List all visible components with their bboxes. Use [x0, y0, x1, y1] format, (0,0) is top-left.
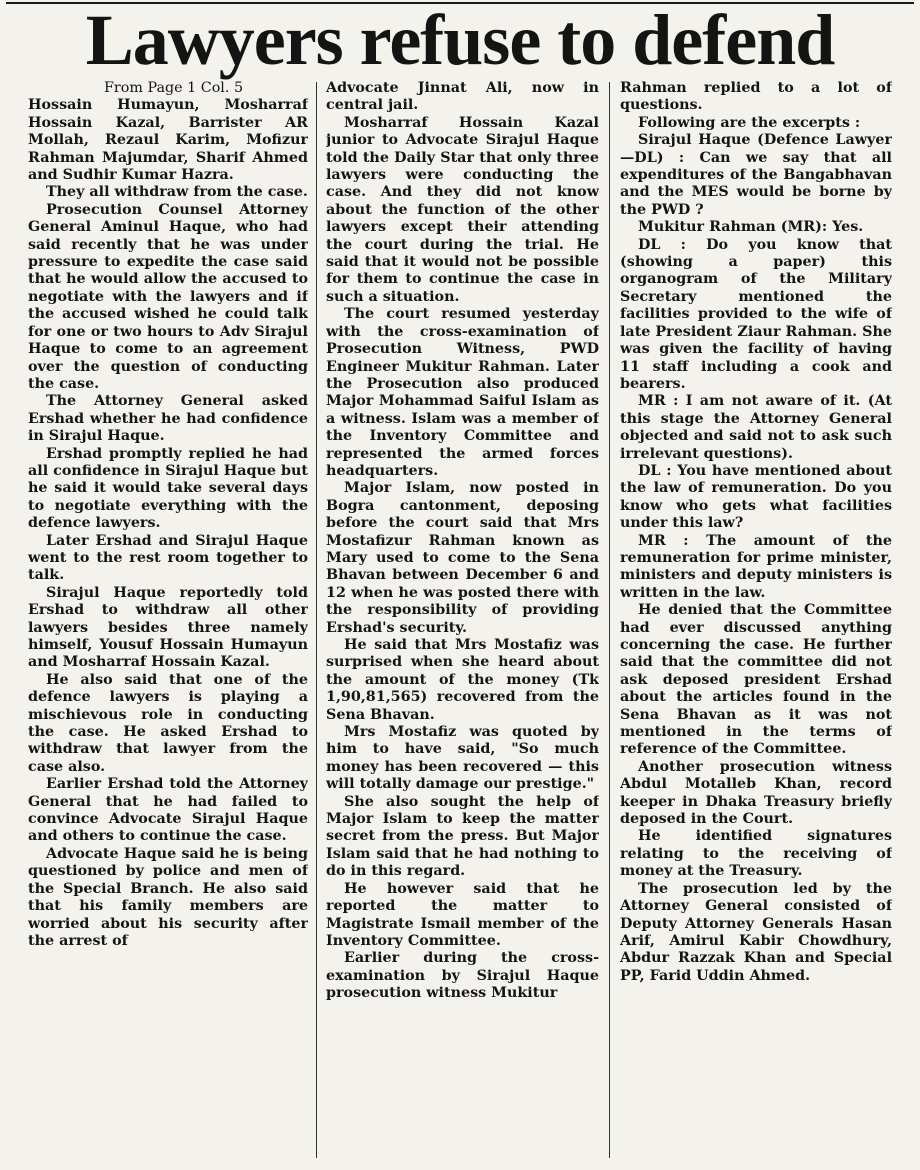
paragraph: Prosecution Counsel Attorney General Aminul Haque, who had said recently that he was under pressure to expedite the case said that he would allow the accused to negotiate with the lawyers and if the accused wished he could talk for one or two hours to Adv Sirajul Haque to come to an agreement over the question of conducting the case. [28, 201, 308, 392]
paragraph: Ershad promptly replied he had all confidence in Sirajul Haque but he said it would take several days to negotiate everything with the defence lawyers. [28, 445, 308, 532]
paragraph: The prosecution led by the Attorney General consisted of Deputy Attorney Generals Hasan Arif, Amirul Kabir Chowdhury, Abdur Razzak Khan and Special PP, Farid Uddin Ahmed. [620, 880, 892, 984]
paragraph: Major Islam, now posted in Bogra cantonment, deposing before the court said that Mrs Mostafizur Rahman known as Mary used to come to the Sena Bhavan between December 6 and 12 when he was posted there with the responsibility of providing Ershad's security. [326, 480, 599, 636]
column-rule [316, 82, 317, 1158]
paragraph: Advocate Haque said he is being questioned by police and men of the Special Branch. He also said that his family members are worried about his security after the arrest of [28, 845, 308, 949]
paragraph: MR : I am not aware of it. (At this stage the Attorney General objected and said not to ask such irrelevant questions). [620, 393, 892, 462]
paragraph: Earlier during the cross-examination by Sirajul Haque prosecution witness Mukitur [326, 950, 599, 1002]
paragraph: The court resumed yesterday with the cross-examination of Prosecution Witness, PWD Engineer Mukitur Rahman. Later the Prosecution also produced Major Mohammad Saiful Islam as a witness. Islam was a member of the Inventory Committee and represented the armed forces headquarters. [326, 306, 599, 479]
paragraph: He identified signatures relating to the receiving of money at the Treasury. [620, 828, 892, 880]
paragraph: Mukitur Rahman (MR): Yes. [638, 219, 864, 236]
paragraph: MR : The amount of the remuneration for prime minister, ministers and deputy ministers is written in the law. [620, 532, 892, 601]
column-3 [620, 80, 892, 1160]
paragraph: Advocate Jinnat Ali, now in central jail. [326, 80, 599, 114]
column-2 [326, 80, 599, 1160]
paragraph: He also said that one of the defence lawyers is playing a mischievous role in conducting the case. He asked Ershad to withdraw that lawyer from the case also. [28, 671, 308, 775]
column-1 [28, 80, 308, 1160]
paragraph: Mosharraf Hossain Kazal junior to Advocate Sirajul Haque told the Daily Star that only three lawyers were conducting the case. And they did not know about the function of the other lawyers except their attending the court during the trial. He said that it would not be possible for them to continue the case in such a situation. [326, 114, 599, 305]
paragraph: Another prosecution witness Abdul Motalleb Khan, record keeper in Dhaka Treasury briefly deposed in the Court. [620, 758, 892, 828]
paragraph: Earlier Ershad told the Attorney General that he had failed to convince Advocate Sirajul Haque and others to continue the case. [28, 776, 308, 845]
paragraph: The Attorney General asked Ershad whether he had confidence in Sirajul Haque. [28, 393, 308, 445]
continuation-line: From Page 1 Col. 5 [104, 80, 244, 96]
paragraph: Hossain Humayun, Mosharraf Hossain Kazal, Barrister AR Mollah, Rezaul Karim, Mofizur Rahman Majumdar, Sharif Ahmed and Sudhir Kumar Hazra. [28, 97, 308, 184]
paragraph: They all withdraw from the case. [46, 184, 308, 201]
column-rule [609, 82, 610, 1158]
paragraph: He denied that the Committee had ever discussed anything concerning the case. He further said that the committee did not ask deposed president Ershad about the articles found in the Sena Bhavan as it was not mentioned in the terms of reference of the Committee. [620, 602, 892, 758]
paragraph: Following are the excerpts : [638, 114, 861, 131]
paragraph: Rahman replied to a lot of questions. [620, 80, 892, 114]
paragraph: Mrs Mostafiz was quoted by him to have said, "So much money has been recovered — this will totally damage our prestige." [326, 724, 599, 793]
paragraph: DL : You have mentioned about the law of remuneration. Do you know who gets what facilities under this law? [620, 462, 892, 532]
paragraph: He said that Mrs Mostafiz was surprised when she heard about the amount of the money (Tk 1,90,81,565) recovered from the Sena Bhavan. [326, 637, 599, 723]
paragraph: He however said that he reported the matter to Magistrate Ismail member of the Inventory Committee. [326, 880, 599, 949]
headline: Lawyers refuse to defend [85, 0, 835, 80]
paragraph: Later Ershad and Sirajul Haque went to the rest room together to talk. [28, 532, 308, 584]
paragraph: DL : Do you know that (showing a paper) this organogram of the Military Secretary mentioned the facilities provided to the wife of late President Ziaur Rahman. She was given the facility of having 11 staff including a cook and bearers. [620, 236, 892, 392]
paragraph: Sirajul Haque (Defence Lawyer—DL) : Can we say that all expenditures of the Bangabhavan and the MES would be borne by the PWD ? [620, 132, 892, 218]
paragraph: She also sought the help of Major Islam to keep the matter secret from the press. But Major Islam said that he had nothing to do in this regard. [326, 793, 599, 880]
paragraph: Sirajul Haque reportedly told Ershad to withdraw all other lawyers besides three namely himself, Yousuf Hossain Humayun and Mosharraf Hossain Kazal. [28, 584, 308, 671]
